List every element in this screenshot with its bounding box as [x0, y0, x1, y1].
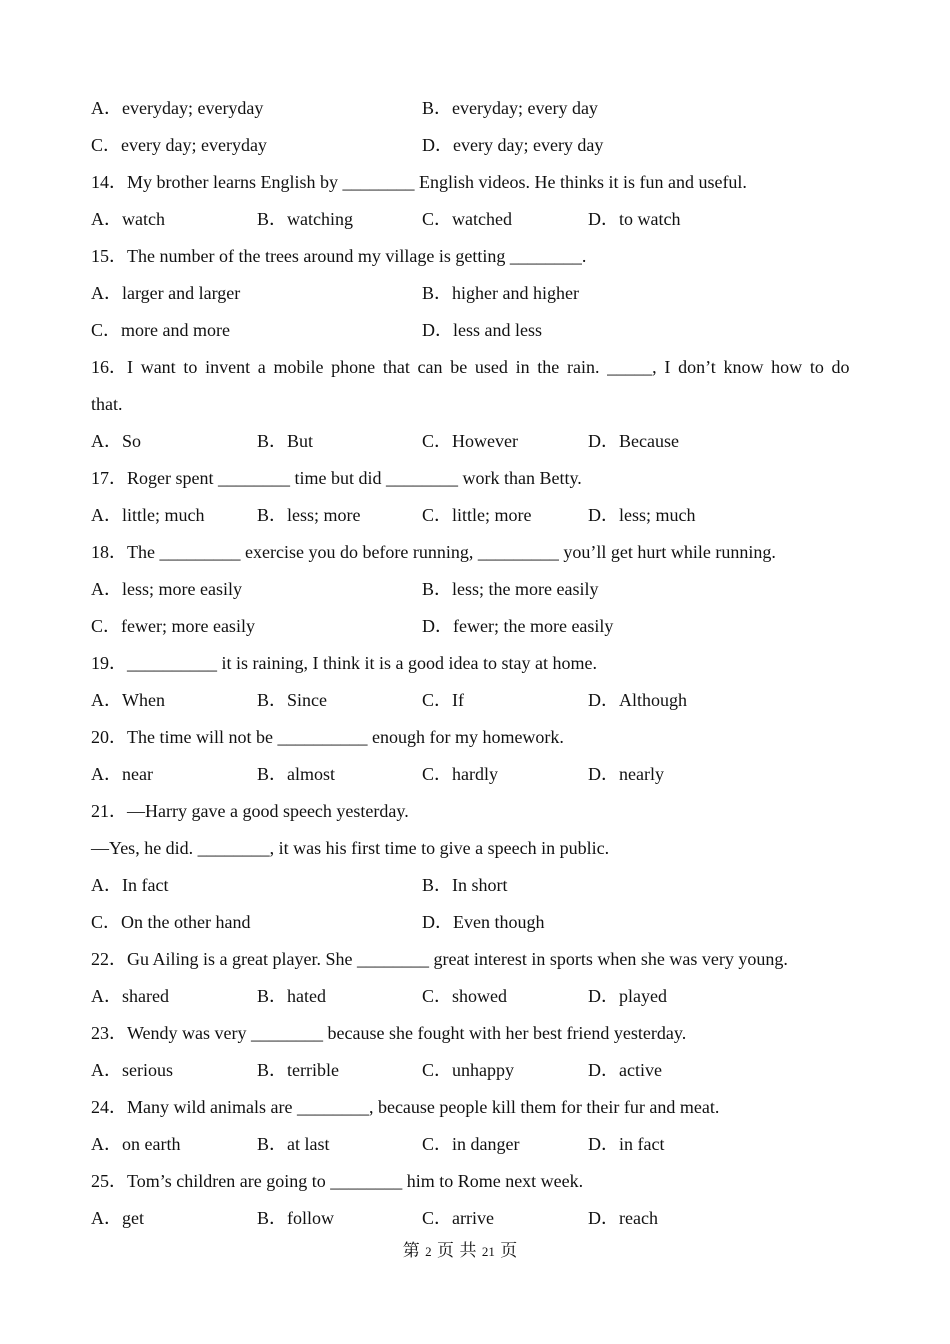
q13-options-row-1	[91, 97, 851, 119]
option-d: D．nearly	[588, 764, 664, 784]
option-a: A．larger and larger	[91, 283, 241, 303]
question-20-stem: 20．The time will not be __________ enough for my homework.	[91, 727, 564, 747]
option-b: B．terrible	[257, 1060, 339, 1080]
question-18-stem: 18．The _________ exercise you do before running, _________ you’ll get hurt while running.	[91, 542, 776, 562]
option-d: D．Although	[588, 690, 687, 710]
q23-options	[91, 1059, 851, 1081]
question-21-stem: 21．—Harry gave a good speech yesterday.	[91, 801, 409, 821]
option-a: A．In fact	[91, 875, 169, 895]
option-d: D．Even though	[422, 912, 545, 932]
footer-prefix: 第	[402, 1241, 420, 1261]
option-d: D．reach	[588, 1208, 658, 1228]
q22-options	[91, 985, 851, 1007]
option-c: C．showed	[422, 986, 507, 1006]
option-a: A．less; more easily	[91, 579, 242, 599]
option-c: C．watched	[422, 209, 512, 229]
option-c: C．every day; everyday	[91, 135, 267, 155]
option-b: B．at last	[257, 1134, 330, 1154]
current-page-number: 2	[425, 1244, 432, 1259]
q21-options-row-1	[91, 874, 851, 896]
option-b: B．less; the more easily	[422, 579, 599, 599]
option-c: C．hardly	[422, 764, 498, 784]
option-c: C．However	[422, 431, 518, 451]
q15-options-row-2	[91, 319, 851, 341]
question-16-stem: 16．I want to invent a mobile phone that can be used in the rain. _____, I don’t know how to do	[91, 357, 850, 377]
option-a: A．near	[91, 764, 153, 784]
option-b: B．watching	[257, 209, 353, 229]
option-d: D．every day; every day	[422, 135, 604, 155]
q19-options	[91, 689, 851, 711]
q15-options-row-1	[91, 282, 851, 304]
q17-options	[91, 504, 851, 526]
question-16-stem-continued: that.	[91, 394, 123, 414]
option-b: B．higher and higher	[422, 283, 579, 303]
option-b: B．But	[257, 431, 314, 451]
option-b: B．In short	[422, 875, 508, 895]
option-c: C．unhappy	[422, 1060, 514, 1080]
option-d: D．in fact	[588, 1134, 665, 1154]
option-c: C．in danger	[422, 1134, 520, 1154]
option-a: A．serious	[91, 1060, 173, 1080]
option-b: B．follow	[257, 1208, 335, 1228]
q16-options	[91, 430, 851, 452]
question-22-stem: 22．Gu Ailing is a great player. She ________ great interest in sports when she was very young.	[91, 949, 788, 969]
question-21-stem-continued: —Yes, he did. ________, it was his first time to give a speech in public.	[91, 838, 610, 858]
option-d: D．Because	[588, 431, 679, 451]
q14-options	[91, 208, 851, 230]
option-b: B．almost	[257, 764, 336, 784]
footer-middle: 页 共	[437, 1241, 477, 1261]
option-b: B．less; more	[257, 505, 361, 525]
option-a: A．get	[91, 1208, 144, 1228]
option-c: C．If	[422, 690, 464, 710]
option-a: A．When	[91, 690, 165, 710]
q18-options-row-1	[91, 578, 851, 600]
option-a: A．on earth	[91, 1134, 181, 1154]
q13-options-row-2	[91, 134, 851, 156]
option-b: B．Since	[257, 690, 327, 710]
option-d: D．active	[588, 1060, 662, 1080]
question-24-stem: 24．Many wild animals are ________, because people kill them for their fur and meat.	[91, 1097, 720, 1117]
option-c: C．On the other hand	[91, 912, 251, 932]
total-page-count: 21	[481, 1244, 495, 1259]
question-17-stem: 17．Roger spent ________ time but did ________ work than Betty.	[91, 468, 582, 488]
q25-options	[91, 1207, 851, 1229]
option-d: D．played	[588, 986, 667, 1006]
q21-options-row-2	[91, 911, 851, 933]
option-d: D．less and less	[422, 320, 542, 340]
option-c: C．fewer; more easily	[91, 616, 255, 636]
question-19-stem: 19．__________ it is raining, I think it is a good idea to stay at home.	[91, 653, 597, 673]
option-c: C．more and more	[91, 320, 230, 340]
option-d: D．fewer; the more easily	[422, 616, 614, 636]
option-b: B．hated	[257, 986, 326, 1006]
option-b: B．everyday; every day	[422, 98, 598, 118]
question-14-stem: 14．My brother learns English by ________ English videos. He thinks it is fun and useful.	[91, 172, 747, 192]
q24-options	[91, 1133, 851, 1155]
option-a: A．little; much	[91, 505, 205, 525]
page-footer	[0, 1240, 950, 1263]
q20-options	[91, 763, 851, 785]
option-d: D．to watch	[588, 209, 681, 229]
option-a: A．everyday; everyday	[91, 98, 264, 118]
question-25-stem: 25．Tom’s children are going to ________ him to Rome next week.	[91, 1171, 584, 1191]
option-a: A．watch	[91, 209, 165, 229]
question-15-stem: 15．The number of the trees around my village is getting ________.	[91, 246, 587, 266]
footer-suffix: 页	[500, 1241, 518, 1261]
question-23-stem: 23．Wendy was very ________ because she fought with her best friend yesterday.	[91, 1023, 687, 1043]
q18-options-row-2	[91, 615, 851, 637]
option-c: C．little; more	[422, 505, 532, 525]
option-d: D．less; much	[588, 505, 696, 525]
option-a: A．shared	[91, 986, 169, 1006]
option-a: A．So	[91, 431, 142, 451]
option-c: C．arrive	[422, 1208, 494, 1228]
